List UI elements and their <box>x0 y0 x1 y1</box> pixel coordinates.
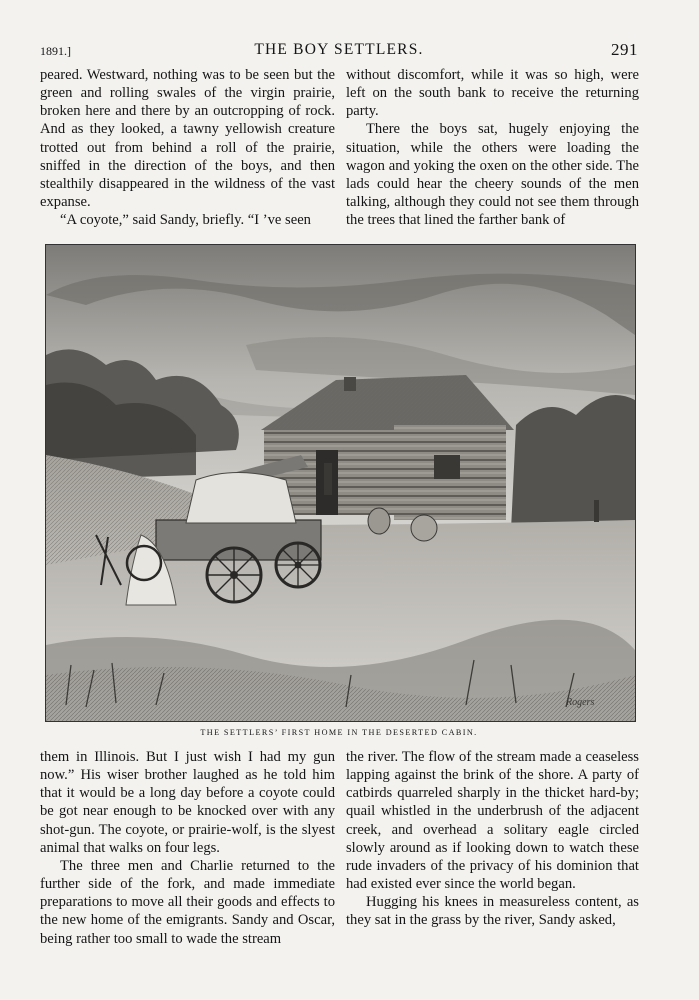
paragraph: them in Illinois. But I just wish I had my gun now.” His wiser brother laughed as he told him that it would be a long day before a coyote could be got near enough to be knocked over with any shot-gun. The coyote, or prairie-wolf, is the slyest animal that walks on four legs. <box>40 749 335 856</box>
paragraph: without discomfort, while it was so high, were left on the south bank to receive the returning party. <box>346 67 639 120</box>
top-right-column <box>346 66 639 229</box>
issue-date: 1891.] <box>40 44 71 58</box>
page-number: 291 <box>611 40 638 59</box>
paragraph: the river. The flow of the stream made a ceaseless lapping against the brink of the shore. A party of catbirds quarreled sharply in the thicket hard-by; quail whistled in the underbrush of the adjacent creek, and overhead a solitary eagle circled slowly around as if looking down to watch these rude invaders of the privacy of his dominion that had existed ever since the world began. <box>346 749 639 893</box>
cabin-engraving <box>45 244 636 722</box>
paragraph: The three men and Charlie returned to the further side of the fork, and made immediate preparations to move all their goods and effects to the new home of the emigrants. Sandy and Oscar, being rather too small to wade the stream <box>40 857 335 947</box>
barrel <box>368 508 390 534</box>
illustration-caption: THE SETTLERS’ FIRST HOME IN THE DESERTED CABIN. <box>200 728 478 737</box>
chimney <box>344 377 356 391</box>
running-head <box>40 40 638 64</box>
top-left-column <box>40 66 335 229</box>
paragraph: peared. Westward, nothing was to be seen but the green and rolling swales of the virgin prairie, broken here and there by an outcropping of rock. And as they looked, a tawny yellowish creature trotted out from behind a roll of the prairie, sniffed in the direction of the boys, and then stealthily disappeared in the wildness of the vast expanse. <box>40 67 335 211</box>
bottom-right-column <box>346 748 639 930</box>
wagon-bed <box>156 520 321 560</box>
paragraph: There the boys sat, hugely enjoying the situation, while the others were loading the wagon and yoking the oxen on the other side. The lads could hear the cheery sounds of the men talking, although they could not see them through the trees that lined the farther bank of <box>346 121 639 229</box>
paragraph: “A coyote,” said Sandy, briefly. “I ’ve seen <box>60 212 311 229</box>
kettle <box>411 515 437 541</box>
distant-figure <box>594 500 599 522</box>
trees-right <box>511 395 635 535</box>
running-title: THE BOY SETTLERS. <box>254 41 424 58</box>
artist-signature: Rogers <box>566 697 595 708</box>
paragraph: Hugging his knees in measureless content, as they sat in the grass by the river, Sandy asked, <box>346 894 639 929</box>
cabin-window <box>434 455 460 479</box>
figure-in-doorway <box>324 463 332 495</box>
bottom-left-column <box>40 748 335 948</box>
wagon-load <box>186 473 296 524</box>
cabin-scene-illustration <box>46 245 635 721</box>
